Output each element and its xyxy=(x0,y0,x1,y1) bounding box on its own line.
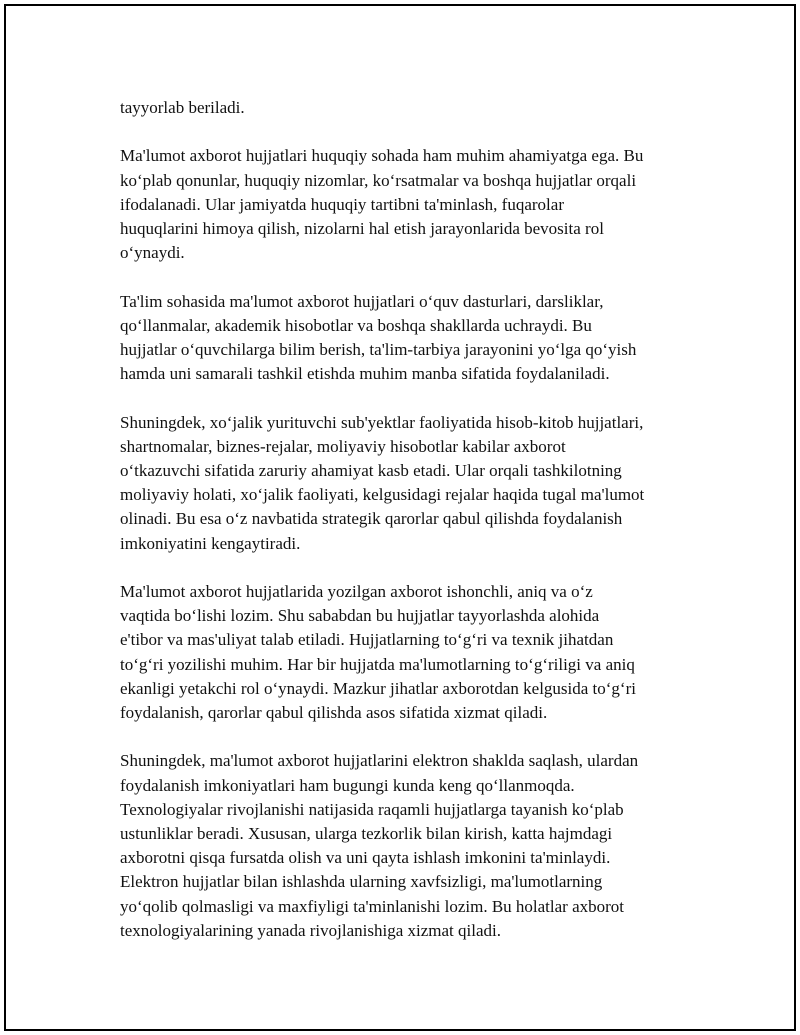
text-line: o‘ynaydi. xyxy=(120,243,185,263)
text-line: axborotni qisqa fursatda olish va uni qayta ishlash imkonini ta'minlaydi. xyxy=(120,848,611,868)
text-line: vaqtida bo‘lishi lozim. Shu sababdan bu hujjatlar tayyorlashda alohida xyxy=(120,606,600,626)
paragraph-3 xyxy=(120,290,700,387)
text-line: Shuningdek, xo‘jalik yurituvchi sub'yektlar faoliyatida hisob-kitob hujjatlari, xyxy=(120,412,644,432)
text-line: foydalanish, qarorlar qabul qilishda asos sifatida xizmat qiladi. xyxy=(120,703,548,723)
paragraph-1 xyxy=(120,96,700,120)
text-line: imkoniyatini kengaytiradi. xyxy=(120,533,301,553)
text-line: ko‘plab qonunlar, huquqiy nizomlar, ko‘rsatmalar va boshqa hujjatlar orqali xyxy=(120,170,637,190)
paragraph-5 xyxy=(120,580,700,725)
paragraph-4 xyxy=(120,411,700,556)
text-line: yo‘qolib qolmasligi va maxfiyligi ta'minlanishi lozim. Bu holatlar axborot xyxy=(120,896,625,916)
text-line: to‘g‘ri yozilishi muhim. Har bir hujjatda ma'lumotlarning to‘g‘riligi va aniq xyxy=(120,654,635,674)
text-line: Elektron hujjatlar bilan ishlashda ularning xavfsizligi, ma'lumotlarning xyxy=(120,872,603,892)
text-line: Ta'lim sohasida ma'lumot axborot hujjatlari o‘quv dasturlari, darsliklar, xyxy=(120,291,604,311)
text-line: hamda uni samarali tashkil etishda muhim manba sifatida foydalaniladi. xyxy=(120,364,610,384)
text-line: Ma'lumot axborot hujjatlarida yozilgan axborot ishonchli, aniq va o‘z xyxy=(120,582,593,601)
text-line: ustunliklar beradi. Xususan, ularga tezkorlik bilan kirish, katta hajmdagi xyxy=(120,824,613,844)
text-line: olinadi. Bu esa o‘z navbatida strategik qarorlar qabul qilishda foydalanish xyxy=(120,509,623,529)
text-line: shartnomalar, biznes-rejalar, moliyaviy hisobotlar kabilar axborot xyxy=(120,436,566,456)
text-line: tayyorlab beriladi. xyxy=(120,98,245,117)
text-line: e'tibor va mas'uliyat talab etiladi. Hujjatlarning to‘g‘ri va texnik jihatdan xyxy=(120,630,614,650)
text-line: ifodalanadi. Ular jamiyatda huquqiy tartibni ta'minlash, fuqarolar xyxy=(120,194,564,214)
text-line: moliyaviy holati, xo‘jalik faoliyati, kelgusidagi rejalar haqida tugal ma'lumot xyxy=(120,485,645,505)
text-line: ekanligi yetakchi rol o‘ynaydi. Mazkur jihatlar axborotdan kelgusida to‘g‘ri xyxy=(120,678,636,698)
document-body xyxy=(120,96,700,943)
text-line: Shuningdek, ma'lumot axborot hujjatlarini elektron shaklda saqlash, ulardan xyxy=(120,751,639,771)
text-line: qo‘llanmalar, akademik hisobotlar va boshqa shakllarda uchraydi. Bu xyxy=(120,315,592,335)
text-line: texnologiyalarining yanada rivojlanishiga xizmat qiladi. xyxy=(120,920,501,940)
text-line: Ma'lumot axborot hujjatlari huquqiy sohada ham muhim ahamiyatga ega. Bu xyxy=(120,146,644,166)
text-line: hujjatlar o‘quvchilarga bilim berish, ta'lim-tarbiya jarayonini yo‘lga qo‘yish xyxy=(120,340,637,359)
paragraph-6 xyxy=(120,749,700,943)
text-line: Texnologiyalar rivojlanishi natijasida raqamli hujjatlarga tayanish ko‘plab xyxy=(120,799,624,819)
paragraph-2 xyxy=(120,144,700,265)
text-line: foydalanish imkoniyatlari ham bugungi kunda keng qo‘llanmoqda. xyxy=(120,775,575,795)
text-line: huquqlarini himoya qilish, nizolarni hal etish jarayonlarida bevosita rol xyxy=(120,219,604,238)
text-line: o‘tkazuvchi sifatida zaruriy ahamiyat kasb etadi. Ular orqali tashkilotning xyxy=(120,461,622,480)
page-frame xyxy=(4,4,796,1031)
